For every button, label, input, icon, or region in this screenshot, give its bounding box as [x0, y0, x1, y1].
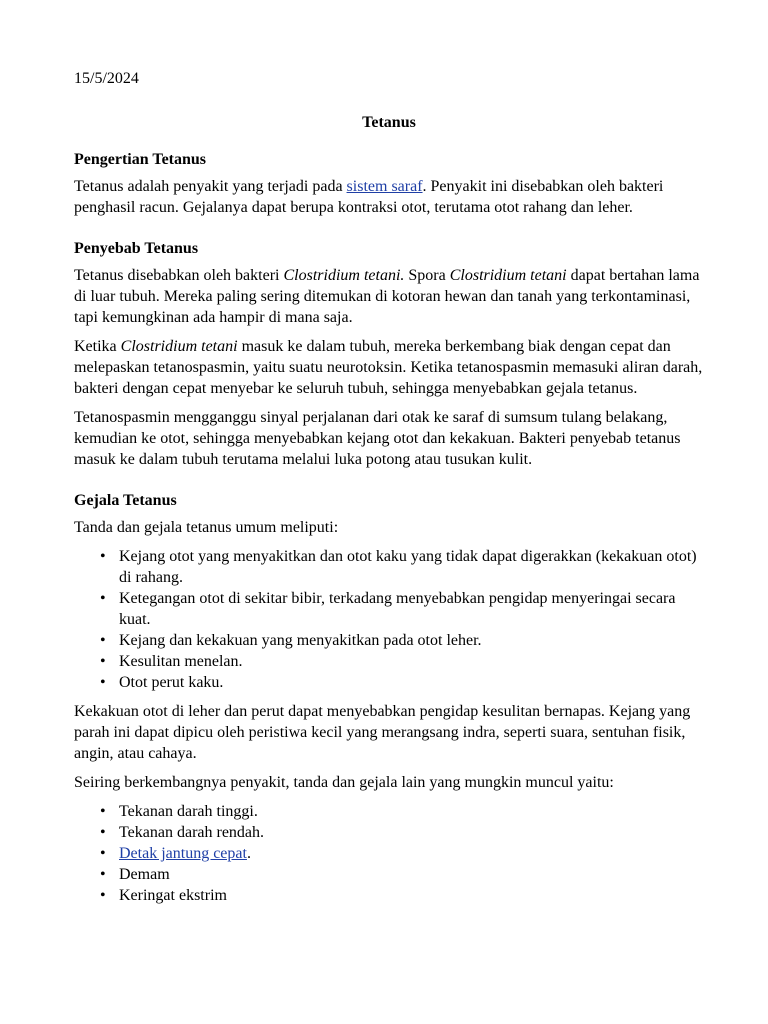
- paragraph-penyebab-1: [74, 265, 704, 328]
- bullet: •: [100, 653, 106, 670]
- paragraph-gejala-2: Kekakuan otot di leher dan perut dapat menyebabkan pengidap kesulitan bernapas. Kejang yang parah ini dapat dipicu oleh peristiwa kecil yang merangsang indra, seperti suara, sentuhan fisik, angin, atau cahaya.: [74, 703, 691, 762]
- bullet: •: [100, 866, 106, 883]
- italic-term: Clostridium tetani.: [283, 267, 405, 284]
- list-item-text: .: [246, 845, 251, 862]
- list-item-text: Kejang otot yang menyakitkan dan otot kaku yang tidak dapat digerakkan (kekakuan otot) di rahang.: [119, 548, 697, 586]
- list-item: [74, 822, 704, 843]
- list-item-text: Otot perut kaku.: [119, 674, 224, 691]
- text-run: Tetanus adalah penyakit yang terjadi pada: [74, 178, 347, 195]
- text-run: Spora: [404, 267, 450, 284]
- list-item-text: Tekanan darah tinggi.: [119, 803, 258, 820]
- list-item: [74, 651, 704, 672]
- bullet: •: [100, 674, 106, 691]
- heading-penyebab: Penyebab Tetanus: [74, 240, 199, 257]
- list-item: [74, 843, 704, 864]
- list-item-text: Keringat ekstrim: [119, 887, 227, 904]
- list-item-text: Ketegangan otot di sekitar bibir, terkadang menyebabkan pengidap menyeringai secara kuat.: [119, 590, 676, 628]
- bullet: •: [100, 632, 106, 649]
- link-detak-jantung-cepat[interactable]: Detak jantung cepat: [119, 845, 247, 862]
- text-run: dapat bertahan lama di luar tubuh. Mereka paling sering ditemukan di kotoran hewan dan tanah yang terkontaminasi, tapi kemungkinan ada hampir di mana saja.: [74, 267, 700, 326]
- list-item-text: Kejang dan kekakuan yang menyakitkan pada otot leher.: [119, 632, 482, 649]
- list-item-text: Kesulitan menelan.: [119, 653, 243, 670]
- list-item: [74, 864, 704, 885]
- text-run: Ketika: [74, 338, 121, 355]
- italic-term: Clostridium tetani: [120, 338, 238, 355]
- list-item: [74, 672, 704, 693]
- link-sistem-saraf[interactable]: sistem saraf: [346, 178, 423, 195]
- list-item-text: Demam: [119, 866, 170, 883]
- bullet: •: [100, 824, 106, 841]
- text-run: . Penyakit ini disebabkan oleh bakteri penghasil racun. Gejalanya dapat berupa kontraksi otot, terutama otot rahang dan leher.: [74, 178, 664, 216]
- list-item: [74, 885, 704, 906]
- heading-gejala: Gejala Tetanus: [74, 492, 177, 509]
- bullet: •: [100, 548, 106, 565]
- symptom-list: [74, 546, 704, 693]
- document-title: Tetanus: [362, 114, 416, 131]
- paragraph-gejala-intro: Tanda dan gejala tetanus umum meliputi:: [74, 519, 339, 536]
- paragraph-pengertian: [74, 176, 704, 218]
- bullet: •: [100, 887, 106, 904]
- bullet: •: [100, 803, 106, 820]
- text-run: masuk ke dalam tubuh, mereka berkembang biak dengan cepat dan melepaskan tetanospasmin, yaitu suatu neurotoksin. Ketika tetanospasmin memasuki aliran darah, bakteri dengan cepat menyebar ke seluruh tubuh, sehingga menyebabkan gejala tetanus.: [74, 338, 703, 397]
- list-item: [74, 546, 704, 588]
- additional-symptom-list: [74, 801, 704, 906]
- list-item: [74, 630, 704, 651]
- list-item: [74, 588, 704, 630]
- bullet: •: [100, 590, 106, 607]
- paragraph-penyebab-2: [74, 336, 704, 399]
- heading-pengertian: Pengertian Tetanus: [74, 151, 207, 168]
- document-date: 15/5/2024: [74, 70, 139, 87]
- paragraph-gejala-3: Seiring berkembangnya penyakit, tanda dan gejala lain yang mungkin muncul yaitu:: [74, 774, 614, 791]
- document-page: [74, 68, 704, 914]
- list-item-text: Tekanan darah rendah.: [119, 824, 265, 841]
- list-item: [74, 801, 704, 822]
- italic-term: Clostridium tetani: [449, 267, 567, 284]
- text-run: Tetanus disebabkan oleh bakteri: [74, 267, 284, 284]
- bullet: •: [100, 845, 106, 862]
- paragraph-penyebab-3: Tetanospasmin mengganggu sinyal perjalanan dari otak ke saraf di sumsum tulang belakang, kemudian ke otot, sehingga menyebabkan kejang otot dan kekakuan. Bakteri penyebab tetanus masuk ke dalam tubuh terutama melalui luka potong atau tusukan kulit.: [74, 409, 681, 468]
